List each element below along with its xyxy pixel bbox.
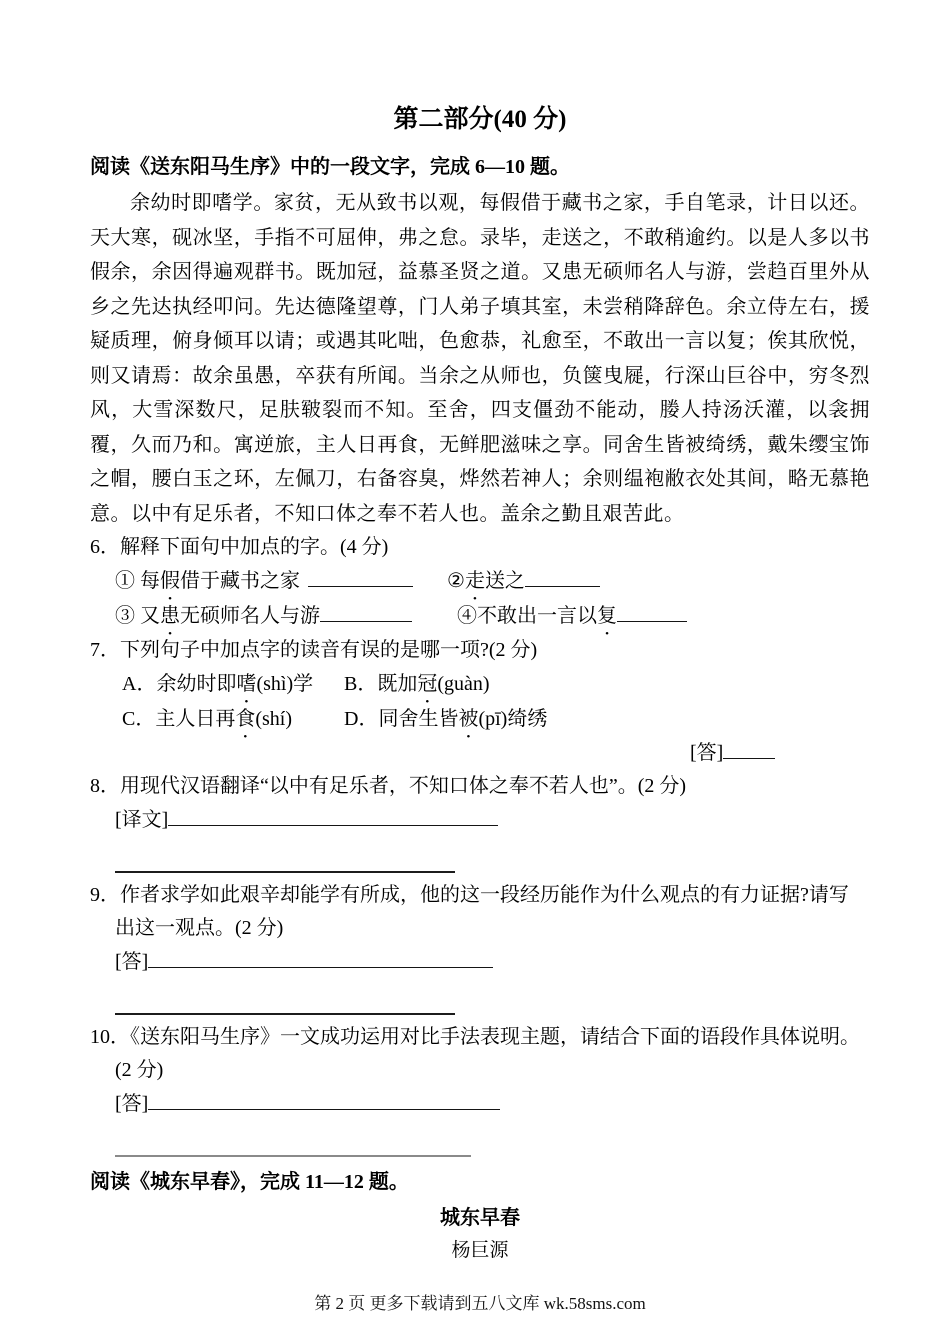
q7-option-a-pinyin: (shì) <box>256 673 294 695</box>
q6-item-3-pre: 又 <box>140 605 160 627</box>
q6-item-3-post: 无硕师名人与游 <box>180 605 320 627</box>
question-7 <box>90 634 870 770</box>
q7-option-a-pre: 余幼时即 <box>156 673 237 695</box>
q7-option-b-pinyin: (guàn) <box>437 673 490 695</box>
question-8 <box>90 770 870 873</box>
q7-option-c-pinyin: (shí) <box>255 708 293 730</box>
q7-answer-blank <box>723 737 775 759</box>
q6-item-1-blank <box>308 565 413 587</box>
q10-answer-line <box>90 1087 870 1122</box>
page-footer: 第 2 页 更多下载请到五八文库 wk.58sms.com <box>314 1294 646 1313</box>
q7-option-b-label: B． <box>344 673 378 695</box>
q7-option-c-label: C． <box>122 708 156 730</box>
question-10-stem-line-2: (2 分) <box>115 1059 164 1081</box>
q6-item-2-blank <box>525 565 600 587</box>
q8-answer-blank <box>168 804 498 826</box>
q7-option-d-post: 绮绣 <box>507 708 548 730</box>
q9-answer-line-2 <box>115 980 455 1015</box>
question-6-row-1 <box>90 564 870 599</box>
q7-option-d-pre: 同舍生皆 <box>378 708 459 730</box>
question-6-stem: 6．解释下面句中加点的字。(4 分) <box>90 536 389 558</box>
q6-item-1-dotted-char: 假 <box>160 570 180 592</box>
q6-item-1-num: ① <box>115 570 140 592</box>
q10-answer-blank <box>148 1088 500 1110</box>
q10-answer-line-2 <box>115 1122 471 1157</box>
question-9 <box>90 879 870 1015</box>
q6-item-1-post: 借于藏书之家 <box>180 570 300 592</box>
question-9-stem-line-1: 9．作者求学如此艰辛却能学有所成，他的这一段经历能作为什么观点的有力证据?请写 <box>90 884 849 906</box>
q7-option-b-pre: 既加 <box>377 673 418 695</box>
q9-answer-blank <box>148 946 493 968</box>
reading-passage: 余幼时即嗜学。家贫，无从致书以观，每假借于藏书之家，手自笔录，计日以还。天大寒，砚冰坚，手指不可屈伸，弗之怠。录毕，走送之，不敢稍逾约。以是人多以书假余，余因得遍观群书。既加冠，益慕圣贤之道。又患无硕师名人与游，尝趋百里外从乡之先达执经叩问。先达德隆望尊，门人弟子填其室，未尝稍降辞色。余立侍左右，援疑质理，俯身倾耳以请；或遇其叱咄，色愈恭，礼愈至，不敢出一言以复；俟其欣悦，则又请焉：故余虽愚，卒获有所闻。当余之从师也，负箧曳屣，行深山巨谷中，穷冬烈风，大雪深数尺，足肤皲裂而不知。至舍，四支僵劲不能动，媵人持汤沃灌，以衾拥覆，久而乃和。寓逆旅，主人日再食，无鲜肥滋味之享。同舍生皆被绮绣，戴朱缨宝饰之帽，腰白玉之环，左佩刀，右备容臭，烨然若神人；余则缊袍敝衣处其间，略无慕艳意。以中有足乐者，不知口体之奉不若人也。盖余之勤且艰苦此。 <box>90 192 870 525</box>
q7-option-c-pre: 主人日再 <box>155 708 236 730</box>
poem-author: 杨巨源 <box>451 1240 509 1261</box>
q7-option-d <box>344 708 547 730</box>
q7-answer-label: [答] <box>690 742 724 764</box>
question-10-stem-line-1: 10．《送东阳马生序》一文成功运用对比手法表现主题，请结合下面的语段作具体说明。 <box>90 1026 860 1048</box>
poem-title: 城东早春 <box>440 1207 520 1229</box>
q7-option-d-dotted-char: 被 <box>458 708 479 730</box>
question-10 <box>90 1021 870 1157</box>
q6-item-3-num: ③ <box>115 605 140 627</box>
q7-option-b <box>344 673 490 695</box>
question-7-options-ab <box>90 667 870 702</box>
section-2 <box>90 1167 870 1267</box>
question-7-stem: 7．下列句子中加点字的读音有误的是哪一项?(2 分) <box>90 639 538 661</box>
q7-option-a-post: 学 <box>293 673 314 695</box>
q9-answer-line <box>90 945 870 980</box>
q7-option-c <box>122 702 344 737</box>
q6-item-4-pre: 不敢出一言以 <box>477 605 597 627</box>
q8-answer-line <box>90 803 870 838</box>
q6-item-3 <box>115 599 457 634</box>
q7-option-d-label: D． <box>344 708 379 730</box>
q6-item-4-dotted-char: 复 <box>597 605 617 627</box>
q6-item-2 <box>447 570 600 592</box>
q6-item-2-num: ② <box>447 570 465 592</box>
question-9-stem-line-2: 出这一观点。(2 分) <box>115 917 284 939</box>
q6-item-3-blank <box>320 600 412 622</box>
question-6 <box>90 531 870 634</box>
q6-item-1 <box>115 564 447 599</box>
q7-option-a <box>122 667 344 702</box>
section2-intro: 阅读《城东早春》，完成 11—12 题。 <box>90 1171 409 1193</box>
q7-option-a-label: A． <box>122 673 157 695</box>
q10-answer-label: [答] <box>115 1093 149 1115</box>
q7-option-a-dotted-char: 嗜 <box>236 673 257 695</box>
q6-item-4-blank <box>617 600 687 622</box>
q6-item-4 <box>457 605 687 627</box>
q7-answer-line <box>690 737 870 770</box>
q6-item-2-dotted-char: 走 <box>464 570 485 592</box>
q7-option-d-pinyin: (pī) <box>478 708 508 730</box>
question-8-stem: 8．用现代汉语翻译“以中有足乐者，不知口体之奉不若人也”。(2 分) <box>90 775 687 797</box>
q6-item-4-num: ④ <box>457 605 477 627</box>
q8-answer-label: [译文] <box>115 809 169 831</box>
q7-option-b-dotted-char: 冠 <box>417 673 438 695</box>
q6-item-2-post: 送之 <box>484 570 525 592</box>
page-title: 第二部分(40 分) <box>393 106 567 133</box>
q6-item-3-dotted-char: 患 <box>160 605 180 627</box>
q8-answer-line-2 <box>115 838 455 873</box>
q9-answer-label: [答] <box>115 951 149 973</box>
q7-option-c-dotted-char: 食 <box>235 708 256 730</box>
q6-item-1-pre: 每 <box>140 570 160 592</box>
section1-intro: 阅读《送东阳马生序》中的一段文字，完成 6—10 题。 <box>90 156 570 178</box>
question-7-options-cd <box>90 702 870 737</box>
